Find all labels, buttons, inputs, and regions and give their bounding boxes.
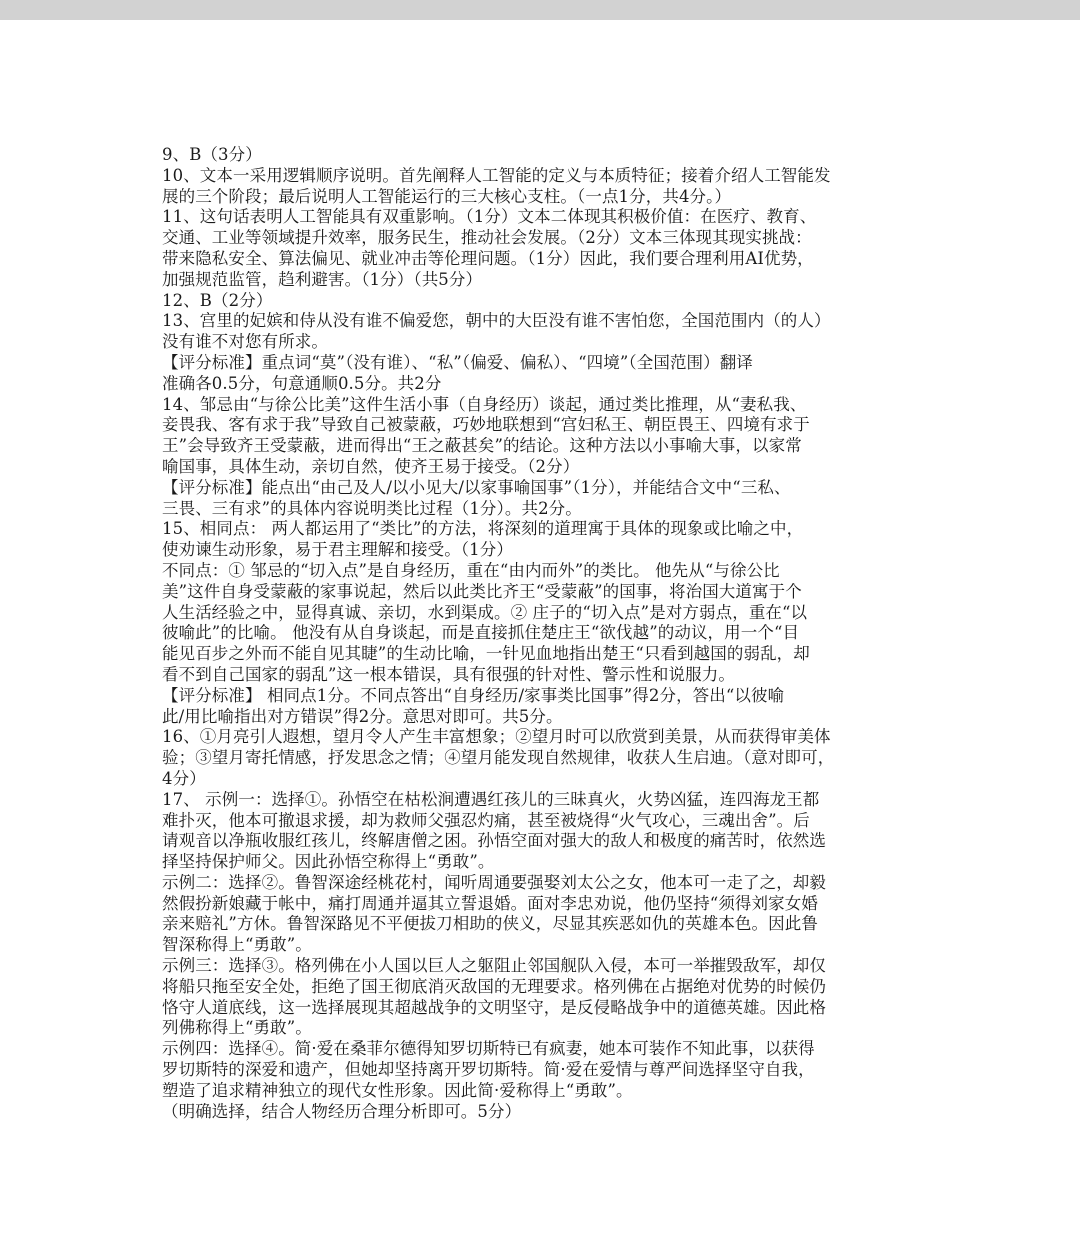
text-line: 难扑灭，他本可撤退求援，却为救师父强忍灼痛，甚至被烧得“火气攻心，三魂出舍”。后 — [162, 810, 810, 830]
text-line: 彼喻此”的比喻。 他没有从自身谈起，而是直接抓住楚庄王“欲伐越”的动议，用一个“目 — [162, 623, 800, 643]
text-line: 10、文本一采用逻辑顺序说明。首先阐释人工智能的定义与本质特征；接着介绍人工智能发 — [162, 165, 831, 185]
text-line: 塑造了追求精神独立的现代女性形象。因此简·爱称得上“勇敢”。 — [162, 1080, 633, 1100]
text-line: 智深称得上“勇敢”。 — [162, 935, 312, 955]
text-line: 交通、工业等领域提升效率，服务民生，推动社会发展。（2分）文本三体现其现实挑战： — [162, 228, 812, 248]
text-line: 喻国事，具体生动，亲切自然，使齐王易于接受。（2分） — [162, 456, 580, 476]
text-line: 准确各0.5分，句意通顺0.5分。共2分 — [162, 373, 442, 393]
text-line: 加强规范监管，趋利避害。（1分）（共5分） — [162, 269, 483, 289]
text-line: 此/用比喻指出对方错误”得2分。意思对即可。共5分。 — [162, 706, 563, 726]
text-line: 验；③望月寄托情感，抒发思念之情；④望月能发现自然规律，收获人生启迪。（意对即可， — [162, 748, 835, 768]
text-line: 17、 示例一：选择①。孙悟空在枯松涧遭遇红孩儿的三昧真火，火势凶猛，连四海龙王都 — [162, 789, 820, 809]
text-line: 【评分标准】重点词“莫”（没有谁）、“私”（偏爱、偏私）、“四境”（全国范围）翻译 — [162, 352, 753, 372]
text-line: 三畏、三有求”的具体内容说明类比过程（1分）。共2分。 — [162, 498, 582, 518]
text-line: 13、宫里的妃嫔和侍从没有谁不偏爱您，朝中的大臣没有谁不害怕您，全国范围内（的人） — [162, 311, 831, 331]
text-line: 能见百步之外而不能自见其睫”的生动比喻，一针见血地指出楚王“只看到越国的弱乱，却 — [162, 644, 810, 664]
text-line: 带来隐私安全、算法偏见、就业冲击等伦理问题。（1分）因此，我们要合理利用AI优势， — [162, 248, 814, 268]
text-line: 9、B（3分） — [162, 145, 262, 164]
text-line: 示例四：选择④。简·爱在桑菲尔德得知罗切斯特已有疯妻，她本可装作不知此事，以获得 — [162, 1039, 815, 1059]
answer-document — [162, 145, 922, 1143]
text-line: 然假扮新娘藏于帐中，痛打周通并逼其立誓退婚。面对李忠劝说，他仍坚持“须得刘家女婚 — [162, 893, 818, 913]
text-line: 【评分标准】能点出“由己及人/以小见大/以家事喻国事”（1分），并能结合文中“三私、 — [162, 477, 791, 497]
text-line: 15、相同点： 两人都运用了“类比”的方法，将深刻的道理寓于具体的现象或比喻之中， — [162, 519, 804, 539]
text-line: 16、①月亮引人遐想，望月令人产生丰富想象；②望月时可以欣赏到美景，从而获得审美体 — [162, 727, 831, 747]
text-line: 列佛称得上“勇敢”。 — [162, 1018, 312, 1038]
text-line: 示例三：选择③。格列佛在小人国以巨人之躯阻止邻国舰队入侵，本可一举摧毁敌军，却仅 — [162, 956, 826, 976]
text-line: （明确选择，结合人物经历合理分析即可。5分） — [162, 1101, 522, 1121]
text-line: 示例二：选择②。鲁智深途经桃花村，闻听周通要强娶刘太公之女，他本可一走了之，却毅 — [162, 872, 826, 892]
text-line: 择坚持保护师父。因此孙悟空称得上“勇敢”。 — [162, 852, 495, 872]
text-line: 14、邹忌由“与徐公比美”这件生活小事（自身经历）谈起，通过类比推理，从“妻私我、 — [162, 394, 807, 414]
text-line: 【评分标准】 相同点1分。不同点答出“自身经历/家事类比国事”得2分，答出“以彼喻 — [162, 685, 785, 705]
text-line: 美”这件自身受蒙蔽的家事说起，然后以此类比齐王“受蒙蔽”的国事，将治国大道寓于个 — [162, 581, 802, 601]
text-line: 4分） — [162, 768, 206, 788]
text-line: 12、B（2分） — [162, 290, 273, 310]
text-line: 看不到自己国家的弱乱”这一根本错误，具有很强的针对性、警示性和说服力。 — [162, 664, 735, 684]
text-line — [162, 1122, 922, 1143]
text-line: 将船只拖至安全处，拒绝了国王彻底消灭敌国的无理要求。格列佛在占据绝对优势的时候仍 — [162, 976, 826, 996]
text-line: 没有谁不对您有所求。 — [162, 332, 328, 352]
text-line: 恪守人道底线，这一选择展现其超越战争的文明坚守，是反侵略战争中的道德英雄。因此格 — [162, 997, 826, 1017]
text-line: 罗切斯特的深爱和遗产，但她却坚持离开罗切斯特。简·爱在爱情与尊严间选择坚守自我， — [162, 1060, 815, 1080]
text-line: 11、这句话表明人工智能具有双重影响。（1分）文本二体现其积极价值：在医疗、教育、 — [162, 207, 817, 227]
text-line: 使劝谏生动形象，易于君主理解和接受。（1分） — [162, 540, 513, 560]
text-line: 妾畏我、客有求于我”导致自己被蒙蔽，巧妙地联想到“宫妇私王、朝臣畏王、四境有求于 — [162, 415, 810, 435]
text-line: 王”会导致齐王受蒙蔽，进而得出“王之蔽甚矣”的结论。这种方法以小事喻大事，以家常 — [162, 436, 802, 456]
top-gray-bar — [0, 0, 1080, 20]
text-line: 展的三个阶段；最后说明人工智能运行的三大核心支柱。（一点1分，共4分。） — [162, 186, 732, 206]
text-line: 亲来赔礼”方休。鲁智深路见不平便拔刀相助的侠义，尽显其疾恶如仇的英雄本色。因此鲁 — [162, 914, 818, 934]
text-line: 请观音以净瓶收服红孩儿，终解唐僧之困。孙悟空面对强大的敌人和极度的痛苦时，依然选 — [162, 831, 826, 851]
text-line: 不同点：① 邹忌的“切入点”是自身经历，重在“由内而外”的类比。 他先从“与徐公比 — [162, 560, 780, 580]
text-line: 人生活经验之中，显得真诚、亲切，水到渠成。② 庄子的“切入点”是对方弱点，重在“以 — [162, 602, 808, 622]
